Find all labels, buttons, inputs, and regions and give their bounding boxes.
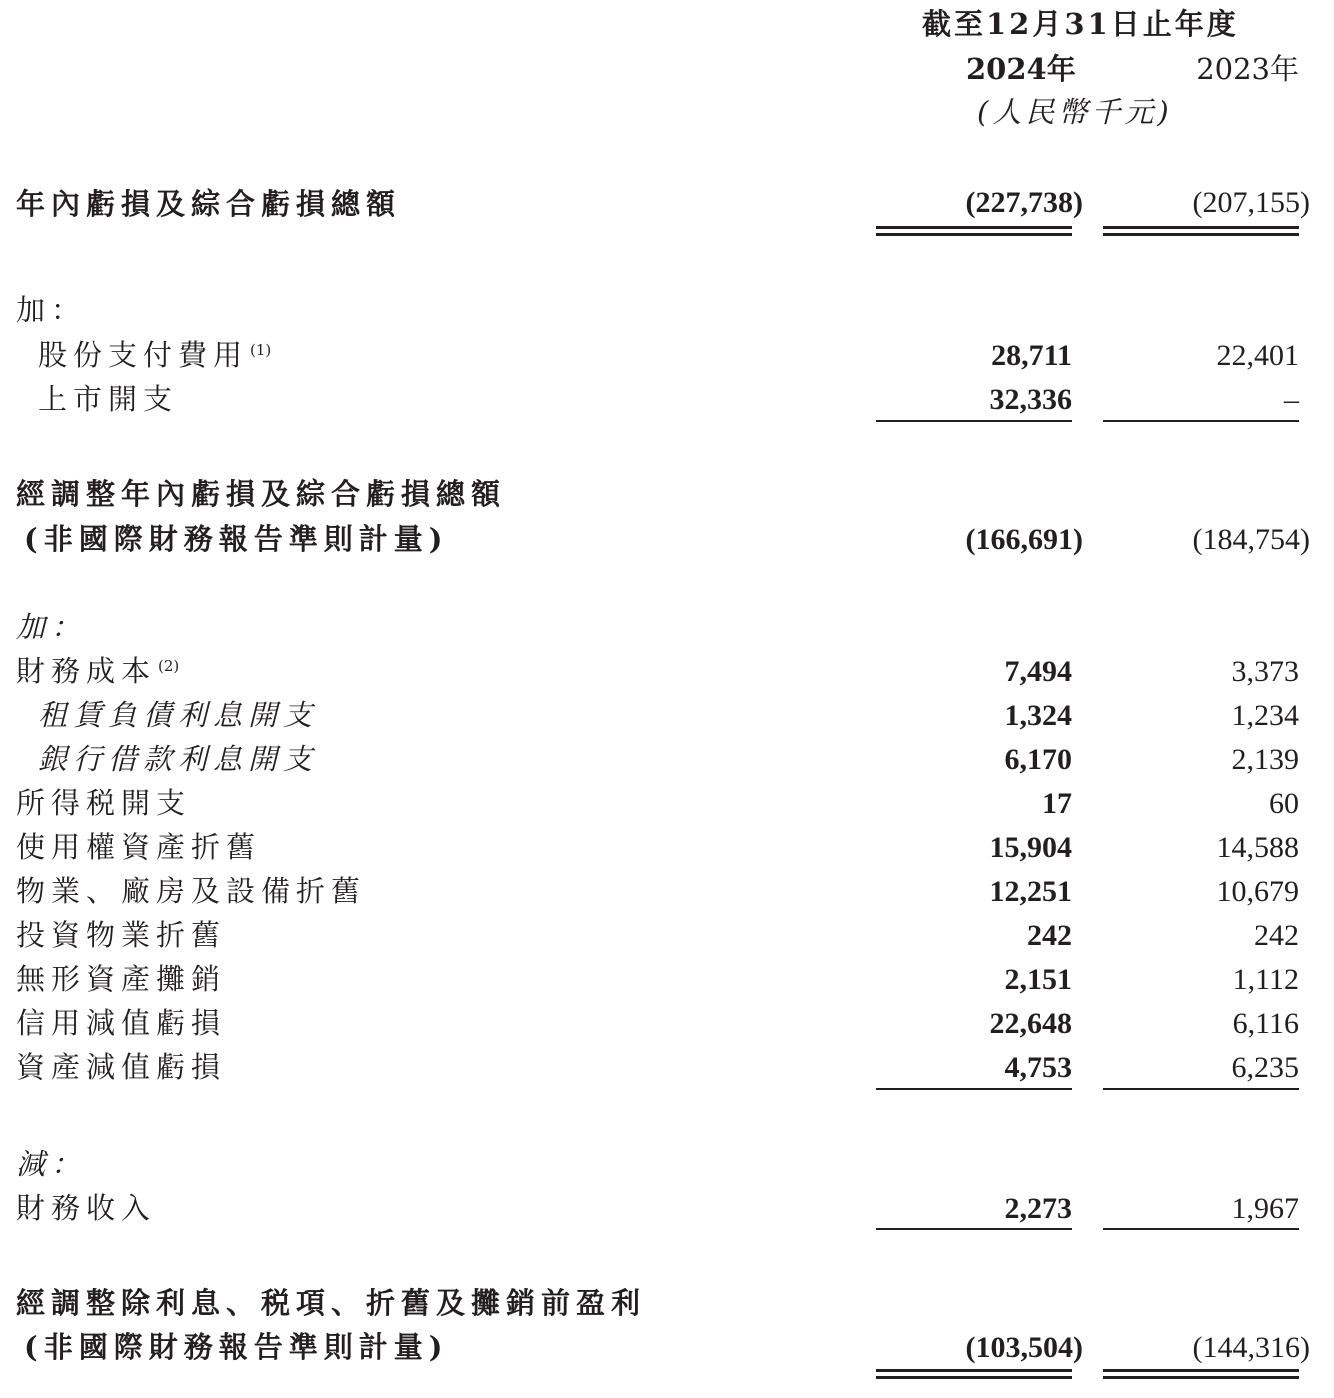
finance-cost-label: 財務成本 $^{(2)}$ [16, 654, 180, 688]
bank-loan-interest-2023: 2,139 [1231, 743, 1299, 776]
income-tax-label: 所得税開支 [16, 786, 192, 820]
adjusted-ebitda-label-line1: 經調整除利息、税項、折舊及攤銷前盈利 [16, 1286, 647, 1320]
adjusted-ebitda-2024: (103,504) [965, 1331, 1083, 1364]
credit-impairment-2023: 6,116 [1232, 1007, 1299, 1040]
total-loss-2023: (207,155) [1192, 186, 1310, 219]
income-tax-2024: 17 [1042, 787, 1072, 820]
period-header: 截至12月31日止年度 [922, 7, 1239, 41]
intangible-amortization-2023: 1,112 [1232, 963, 1299, 996]
subtotal-rule-2023 [1103, 1088, 1299, 1090]
investment-property-depreciation-2024: 242 [1027, 919, 1072, 952]
double-rule-bottom-2024 [876, 1376, 1072, 1379]
double-rule-top-2024 [876, 1369, 1072, 1372]
listing-expense-2024: 32,336 [989, 383, 1072, 416]
rou-depreciation-label: 使用權資產折舊 [16, 830, 262, 864]
adjusted-loss-label-line2: (非國際財務報告準則計量) [24, 522, 449, 556]
double-rule-top-2023 [1103, 226, 1299, 229]
listing-expense-2023: – [1284, 383, 1299, 416]
note-ref: (2) [158, 657, 180, 675]
asset-impairment-2024: 4,753 [1004, 1051, 1072, 1084]
intangible-amortization-2024: 2,151 [1004, 963, 1072, 996]
finance-cost-2024: 7,494 [1004, 655, 1072, 688]
asset-impairment-label: 資產減值虧損 [16, 1050, 227, 1084]
intangible-amortization-label: 無形資產攤銷 [16, 962, 227, 996]
ppe-depreciation-label: 物業、廠房及設備折舊 [16, 874, 367, 908]
total-loss-label: 年內虧損及綜合虧損總額 [16, 187, 402, 221]
adjusted-loss-label-line1: 經調整年內虧損及綜合虧損總額 [16, 477, 507, 511]
credit-impairment-2024: 22,648 [989, 1007, 1072, 1040]
less-label: 減： [16, 1147, 87, 1181]
ppe-depreciation-2024: 12,251 [989, 875, 1072, 908]
adjusted-ebitda-2023: (144,316) [1192, 1331, 1310, 1364]
subtotal-rule-2024 [876, 420, 1072, 422]
add-label-1: 加： [16, 293, 87, 327]
lease-interest-2023: 1,234 [1231, 699, 1299, 732]
note-ref: (1) [250, 341, 272, 359]
investment-property-depreciation-label: 投資物業折舊 [16, 918, 227, 952]
rou-depreciation-2023: 14,588 [1216, 831, 1299, 864]
add-label-2: 加： [16, 610, 87, 644]
ppe-depreciation-2023: 10,679 [1216, 875, 1299, 908]
listing-expense-label: 上市開支 [38, 382, 179, 416]
share-based-payment-label: 股份支付費用 $^{(1)}$ [38, 338, 272, 372]
lease-interest-label: 租賃負債利息開支 [38, 698, 319, 732]
subtotal-rule-2024 [876, 1228, 1072, 1230]
credit-impairment-label: 信用減值虧損 [16, 1006, 227, 1040]
bank-loan-interest-label: 銀行借款利息開支 [38, 742, 319, 776]
year-2023-header: 2023年 [1196, 52, 1299, 86]
rou-depreciation-2024: 15,904 [989, 831, 1072, 864]
double-rule-bottom-2024 [876, 233, 1072, 236]
lease-interest-2024: 1,324 [1004, 699, 1072, 732]
unit-label: (人民幣千元) [977, 95, 1173, 129]
asset-impairment-2023: 6,235 [1231, 1051, 1299, 1084]
bank-loan-interest-2024: 6,170 [1004, 743, 1072, 776]
share-based-payment-2024: 28,711 [991, 339, 1072, 372]
share-based-payment-2023: 22,401 [1216, 339, 1299, 372]
finance-income-2024: 2,273 [1004, 1192, 1072, 1225]
double-rule-bottom-2023 [1103, 233, 1299, 236]
subtotal-rule-2023 [1103, 420, 1299, 422]
adjusted-ebitda-label-line2: (非國際財務報告準則計量) [24, 1330, 449, 1364]
income-tax-2023: 60 [1269, 787, 1299, 820]
year-2024-header: 2024年 [966, 52, 1076, 86]
finance-income-label: 財務收入 [16, 1191, 157, 1225]
subtotal-rule-2023 [1103, 1228, 1299, 1230]
double-rule-bottom-2023 [1103, 1376, 1299, 1379]
finance-cost-2023: 3,373 [1231, 655, 1299, 688]
adjusted-loss-2024: (166,691) [965, 523, 1083, 556]
investment-property-depreciation-2023: 242 [1254, 919, 1299, 952]
double-rule-top-2023 [1103, 1369, 1299, 1372]
subtotal-rule-2024 [876, 1088, 1072, 1090]
adjusted-loss-2023: (184,754) [1192, 523, 1310, 556]
finance-income-2023: 1,967 [1231, 1192, 1299, 1225]
total-loss-2024: (227,738) [965, 186, 1083, 219]
double-rule-top-2024 [876, 226, 1072, 229]
